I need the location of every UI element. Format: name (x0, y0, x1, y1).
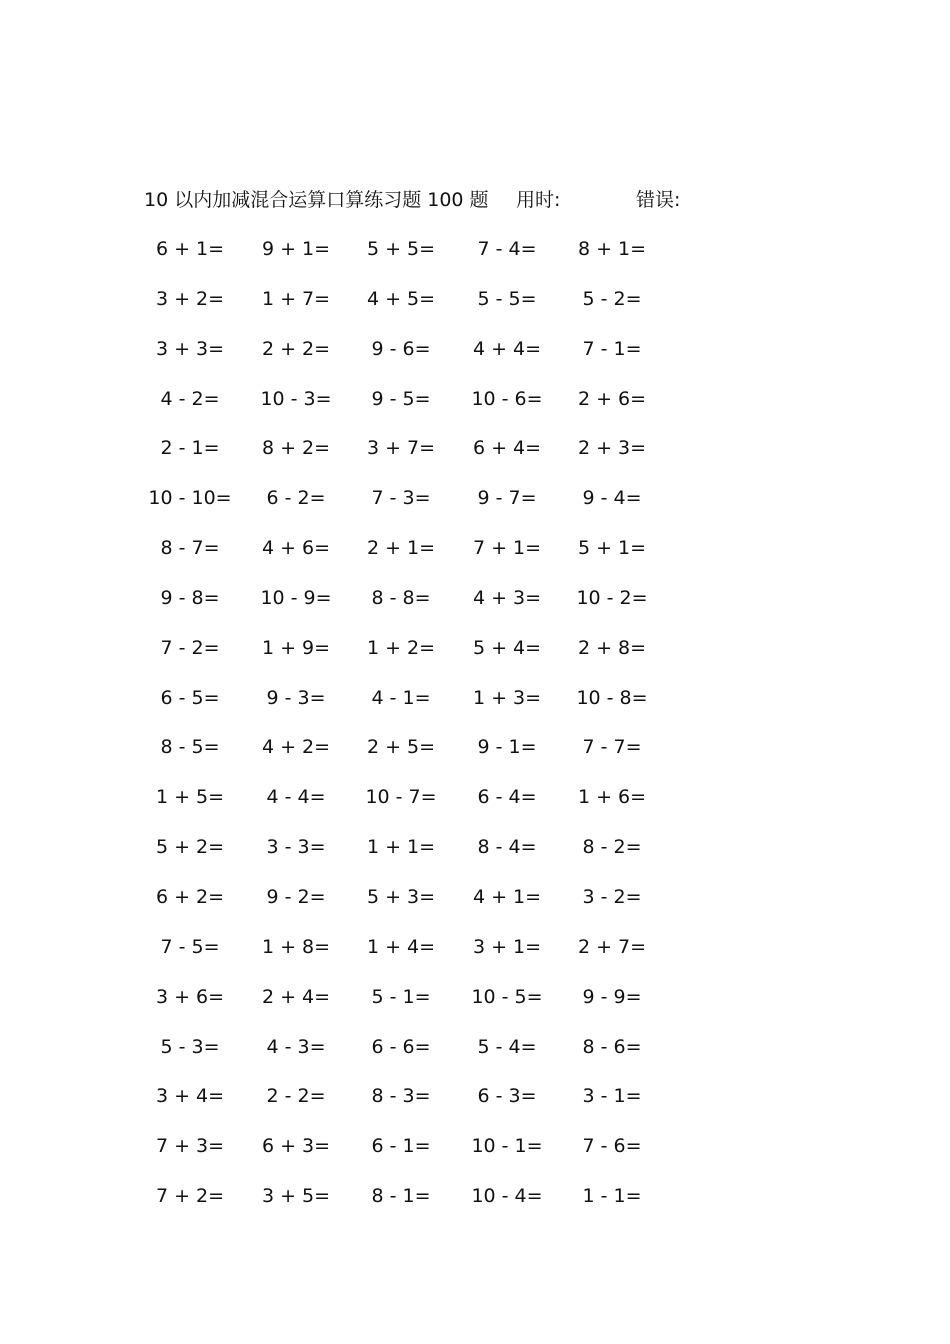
problem-row (140, 1131, 680, 1181)
problem-cell: 3 + 2= (155, 287, 225, 310)
problem-cell: 2 + 1= (366, 537, 436, 560)
problem-cell: 2 + 3= (577, 437, 647, 460)
problem-cell: 9 + 1= (261, 238, 331, 260)
problem-cell: 9 - 4= (582, 487, 642, 510)
problem-cell: 7 + 2= (155, 1185, 225, 1208)
problem-cell: 9 - 1= (477, 736, 537, 759)
problem-cell: 5 - 1= (371, 985, 431, 1008)
problem-cell: 9 - 6= (371, 337, 431, 360)
problem-cell: 10 - 4= (471, 1185, 543, 1208)
problem-cell: 3 - 1= (582, 1085, 642, 1108)
problem-cell: 8 + 1= (577, 238, 647, 260)
problem-row (140, 1032, 680, 1082)
problem-cell: 3 + 3= (155, 337, 225, 360)
problem-cell: 1 + 8= (261, 935, 331, 958)
problem-cell: 4 + 2= (261, 736, 331, 759)
time-used-label: 用时: (516, 189, 561, 211)
problem-cell: 4 + 6= (261, 537, 331, 560)
problem-cell: 6 - 2= (266, 487, 326, 510)
problem-cell: 4 + 3= (472, 586, 542, 609)
problem-cell: 3 + 4= (155, 1085, 225, 1108)
problem-cell: 6 + 1= (155, 238, 225, 260)
problem-row (140, 882, 680, 932)
problem-cell: 6 - 5= (160, 686, 220, 709)
problem-cell: 5 - 5= (477, 287, 537, 310)
problem-cell: 5 - 4= (477, 1035, 537, 1058)
errors-label: 错误: (636, 189, 681, 211)
problem-cell: 6 + 2= (155, 885, 225, 908)
problem-cell: 8 - 6= (582, 1035, 642, 1058)
problem-cell: 3 - 2= (582, 885, 642, 908)
problem-cell: 10 - 1= (471, 1135, 543, 1158)
problem-cell: 10 - 8= (576, 686, 648, 709)
problem-cell: 7 - 6= (582, 1135, 642, 1158)
problem-cell: 9 - 7= (477, 487, 537, 510)
problem-row (140, 483, 680, 533)
problem-cell: 10 - 6= (471, 387, 543, 410)
problem-cell: 6 - 1= (371, 1135, 431, 1158)
problem-cell: 6 + 4= (472, 437, 542, 460)
problem-cell: 1 + 5= (155, 786, 225, 809)
problem-cell: 7 - 7= (582, 736, 642, 759)
problem-cell: 7 + 3= (155, 1135, 225, 1158)
problem-cell: 5 + 5= (366, 238, 436, 260)
problem-cell: 7 - 2= (160, 636, 220, 659)
problem-cell: 5 - 2= (582, 287, 642, 310)
problem-cell: 2 - 2= (266, 1085, 326, 1108)
problem-cell: 3 + 1= (472, 935, 542, 958)
problem-row (140, 633, 680, 683)
problem-cell: 6 - 6= (371, 1035, 431, 1058)
problem-cell: 2 + 8= (577, 636, 647, 659)
problem-cell: 7 - 1= (582, 337, 642, 360)
problem-cell: 2 + 5= (366, 736, 436, 759)
problem-row (140, 433, 680, 483)
problem-cell: 8 - 4= (477, 836, 537, 859)
problem-row (140, 284, 680, 334)
problem-cell: 3 + 7= (366, 437, 436, 460)
problem-cell: 9 - 8= (160, 586, 220, 609)
problem-row (140, 334, 680, 384)
problem-cell: 4 + 4= (472, 337, 542, 360)
problem-cell: 9 - 5= (371, 387, 431, 410)
problem-cell: 1 + 7= (261, 287, 331, 310)
problem-cell: 4 + 1= (472, 885, 542, 908)
problem-cell: 8 - 1= (371, 1185, 431, 1208)
problem-cell: 2 + 7= (577, 935, 647, 958)
problem-cell: 7 - 3= (371, 487, 431, 510)
problem-cell: 1 + 4= (366, 935, 436, 958)
problem-cell: 8 + 2= (261, 437, 331, 460)
problem-cell: 8 - 8= (371, 586, 431, 609)
problem-cell: 8 - 5= (160, 736, 220, 759)
problem-cell: 1 - 1= (582, 1185, 642, 1208)
problem-cell: 1 + 6= (577, 786, 647, 809)
problem-cell: 7 - 4= (477, 238, 537, 260)
problem-cell: 4 + 5= (366, 287, 436, 310)
problem-cell: 7 - 5= (160, 935, 220, 958)
problem-row (140, 832, 680, 882)
problem-row (140, 732, 680, 782)
problem-cell: 2 + 4= (261, 985, 331, 1008)
problem-cell: 4 - 4= (266, 786, 326, 809)
problem-cell: 2 + 2= (261, 337, 331, 360)
problem-cell: 9 - 3= (266, 686, 326, 709)
problem-row (140, 533, 680, 583)
problem-cell: 1 + 9= (261, 636, 331, 659)
problem-cell: 1 + 3= (472, 686, 542, 709)
problem-cell: 5 + 3= (366, 885, 436, 908)
problem-row (140, 932, 680, 982)
problem-cell: 2 + 6= (577, 387, 647, 410)
problem-cell: 6 - 4= (477, 786, 537, 809)
problem-row (140, 1081, 680, 1131)
problem-cell: 10 - 7= (365, 786, 437, 809)
problem-cell: 5 + 1= (577, 537, 647, 560)
problem-cell: 8 - 3= (371, 1085, 431, 1108)
problem-cell: 5 + 4= (472, 636, 542, 659)
problem-cell: 9 - 2= (266, 885, 326, 908)
problem-cell: 10 - 3= (260, 387, 332, 410)
problem-row (140, 1181, 680, 1231)
problem-row (140, 683, 680, 733)
problem-cell: 6 - 3= (477, 1085, 537, 1108)
problem-cell: 6 + 3= (261, 1135, 331, 1158)
problem-cell: 10 - 2= (576, 586, 648, 609)
worksheet-title: 10 以内加减混合运算口算练习题 100 题 (144, 189, 489, 211)
problem-row (140, 982, 680, 1032)
problem-cell: 3 + 6= (155, 985, 225, 1008)
problem-cell: 4 - 1= (371, 686, 431, 709)
problem-row (140, 384, 680, 434)
problem-row (140, 583, 680, 633)
problem-cell: 8 - 7= (160, 537, 220, 560)
problem-cell: 2 - 1= (160, 437, 220, 460)
problem-cell: 3 - 3= (266, 836, 326, 859)
problem-cell: 4 - 3= (266, 1035, 326, 1058)
problem-cell: 5 - 3= (160, 1035, 220, 1058)
problem-cell: 1 + 1= (366, 836, 436, 859)
problem-cell: 8 - 2= (582, 836, 642, 859)
problem-cell: 10 - 9= (260, 586, 332, 609)
problem-cell: 9 - 9= (582, 985, 642, 1008)
problem-row (140, 234, 680, 284)
problem-cell: 10 - 5= (471, 985, 543, 1008)
problem-cell: 7 + 1= (472, 537, 542, 560)
problem-cell: 3 + 5= (261, 1185, 331, 1208)
problem-grid (140, 234, 680, 1231)
problem-cell: 5 + 2= (155, 836, 225, 859)
problem-cell: 1 + 2= (366, 636, 436, 659)
problem-row (140, 782, 680, 832)
problem-cell: 10 - 10= (148, 487, 232, 510)
problem-cell: 4 - 2= (160, 387, 220, 410)
